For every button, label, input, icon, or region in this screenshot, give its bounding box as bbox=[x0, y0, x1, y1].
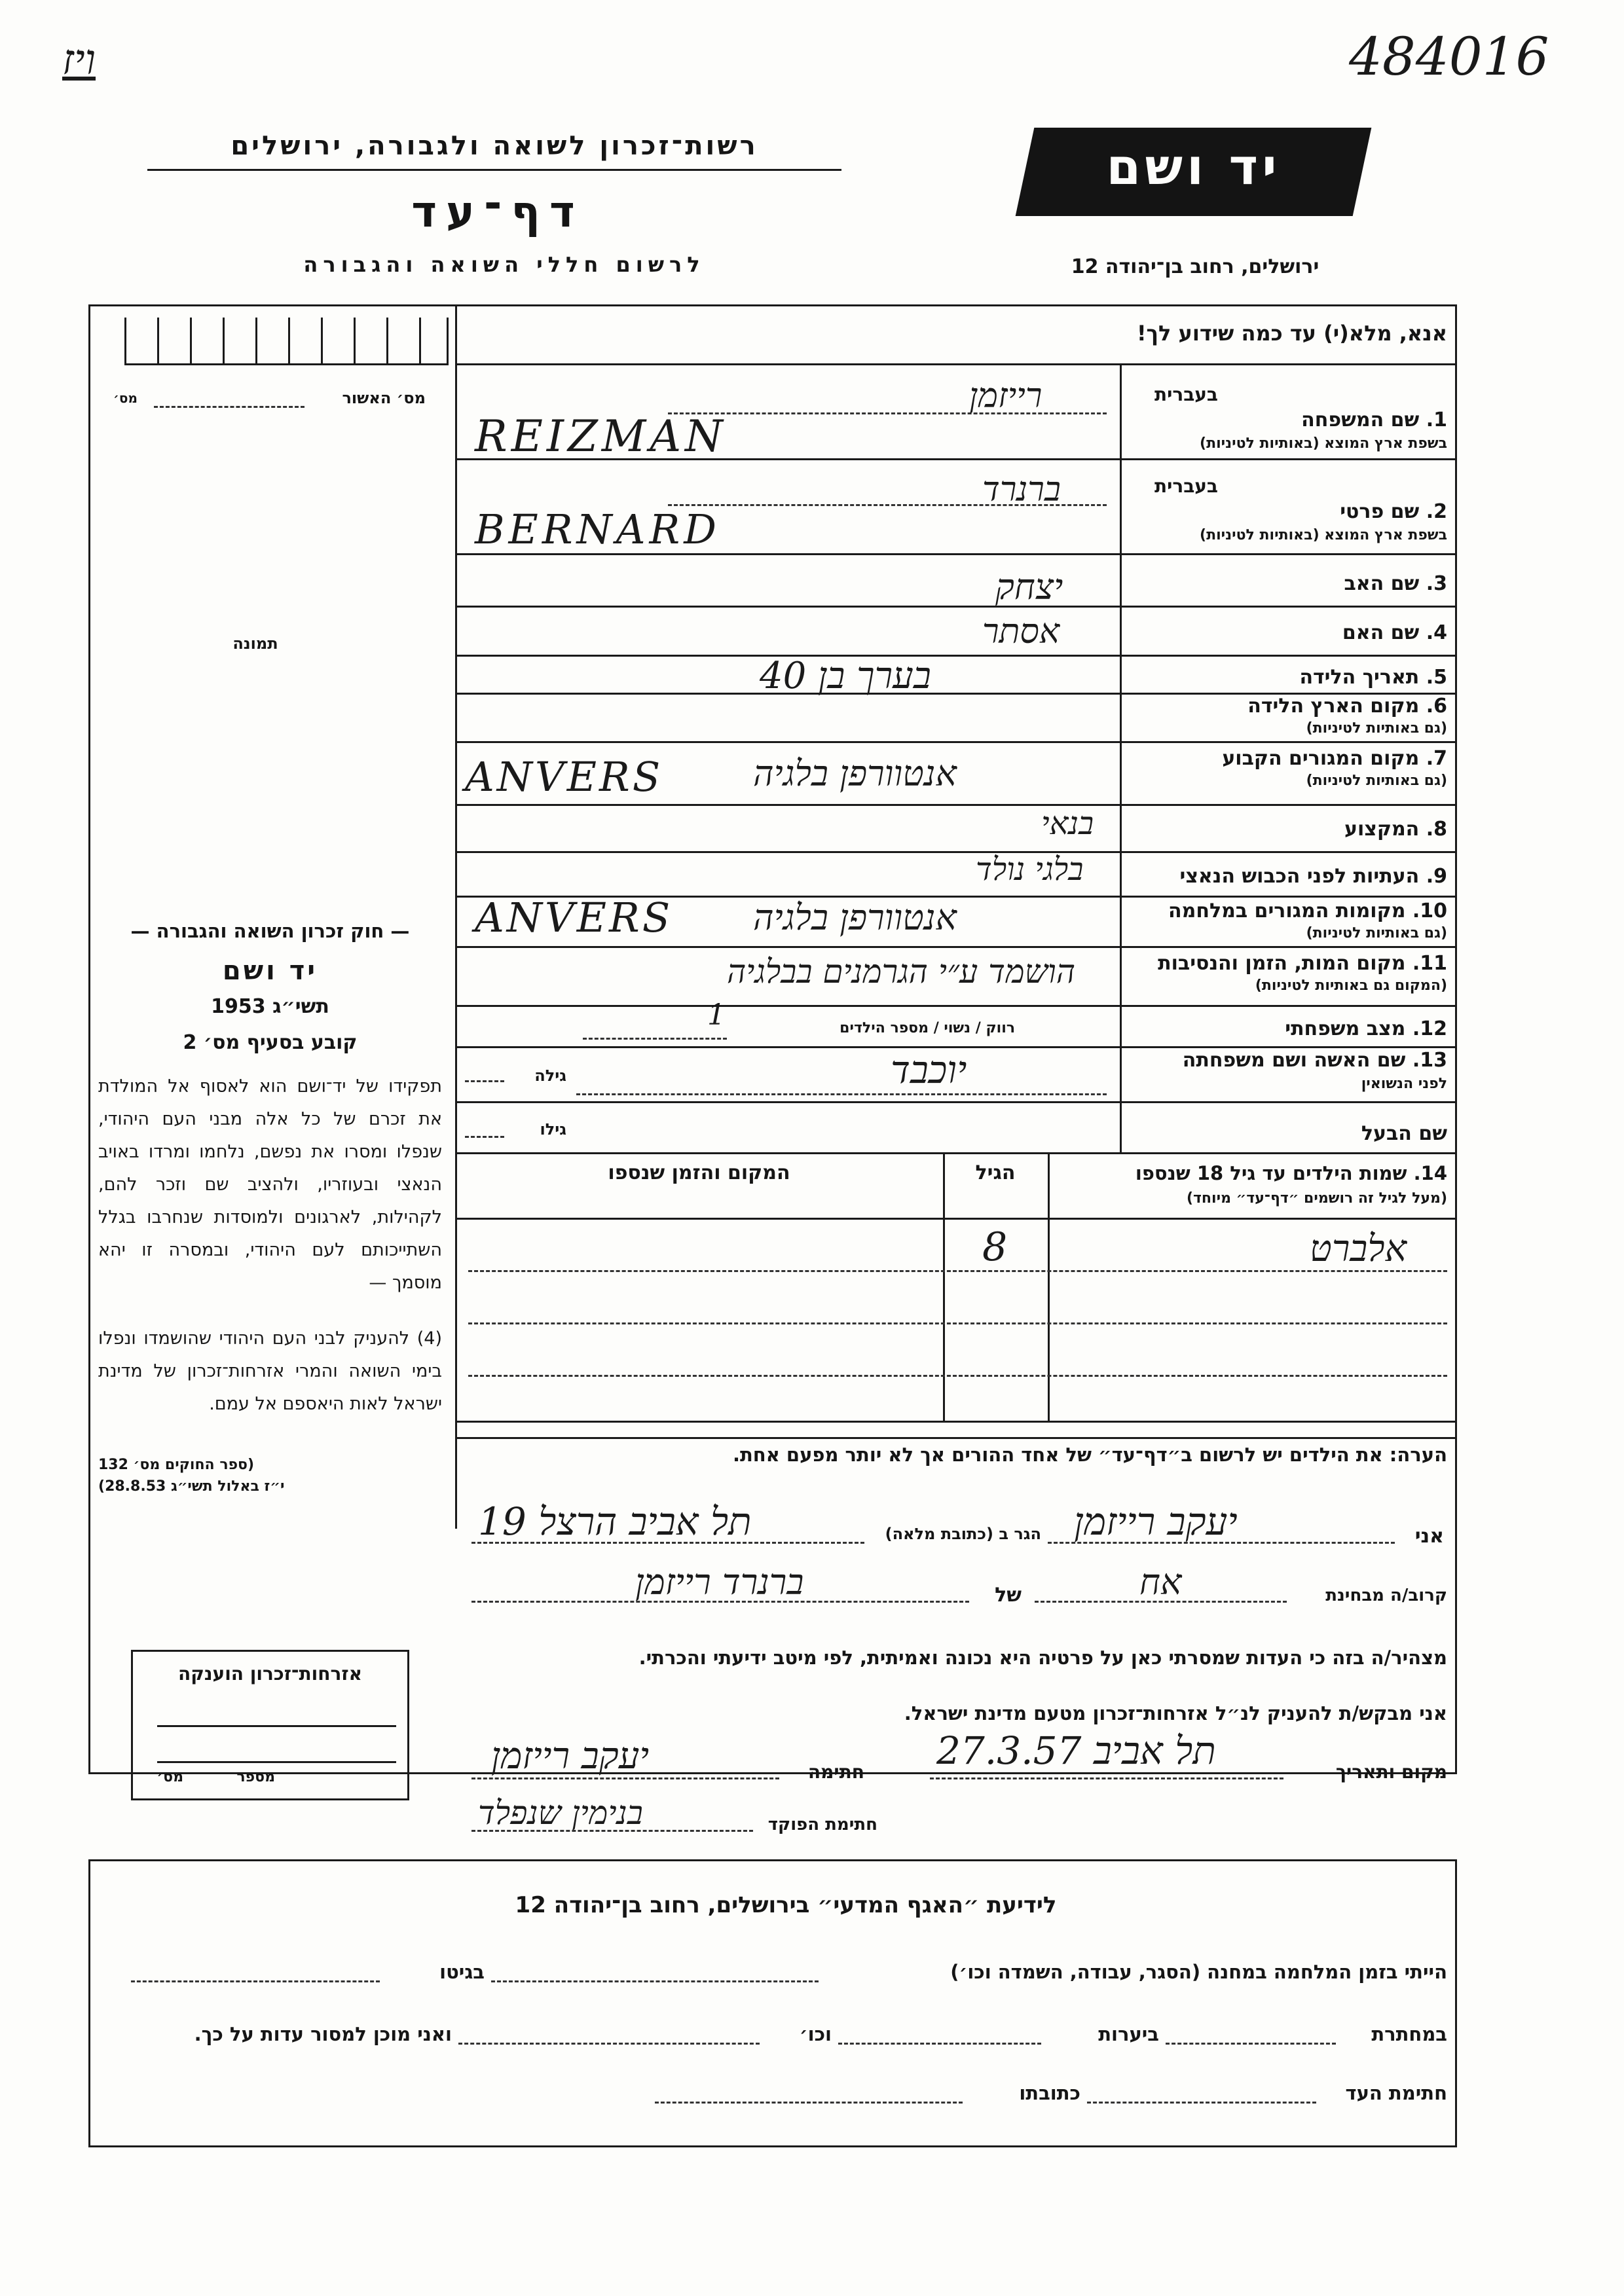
place-date-label: מקום ותאריך bbox=[1335, 1761, 1447, 1783]
signature-value: יעקב רייזמן bbox=[491, 1735, 650, 1777]
approval-number-label: מס׳ האשור bbox=[342, 389, 426, 407]
field-note-latin: (גם באותיות לטיניות) bbox=[1306, 925, 1447, 941]
clerk-line bbox=[471, 1830, 753, 1832]
wife-age-line bbox=[465, 1080, 504, 1082]
children-bottom-rule bbox=[455, 1421, 1457, 1423]
approval-no-mark: מס׳ bbox=[113, 390, 138, 406]
row-rule bbox=[455, 804, 1457, 806]
value-birth-date: בערך בן 40 bbox=[760, 655, 931, 697]
row-rule bbox=[455, 553, 1457, 555]
value-wife: יוכבד bbox=[891, 1048, 967, 1092]
children-line bbox=[468, 1322, 1447, 1324]
field-note-latin: (גם באותיות לטיניות) bbox=[1306, 773, 1447, 789]
field-note-latin: בשפת ארץ המוצא (באותיות לטיניות) bbox=[1200, 435, 1447, 452]
hebrew-tag: בעברית bbox=[1154, 384, 1218, 405]
field-label-birth-date: 5. תאריך הלידה bbox=[1299, 666, 1447, 689]
law-text: תפקידו של יד־ושם הוא לאסוף אל המולדת את זכרם של כל אלה מבני העם היהודי, שנפלו ומסרו את נפשם, נלחמו ומרדו באויב הנאצי ובעוזריו, ולהציב שם וזכר להם, לקהילות, לארגונים ולמוסדות שנחרבו בגלל השתייכותם לעם היהודי, ובמסרה זו יהא מוסמך — bbox=[98, 1076, 442, 1293]
footer-witness-line bbox=[1087, 2102, 1316, 2104]
footer-underground: במחתרת bbox=[1371, 2023, 1447, 2045]
row-rule bbox=[455, 606, 1457, 608]
husband-age-label: גילו bbox=[540, 1120, 566, 1139]
field-label-husband: שם הבעל bbox=[1361, 1122, 1447, 1145]
row-rule bbox=[455, 1005, 1120, 1007]
footer-title: לידיעת ״האגף המדעי״ בירושלים, רחוב בן־יהודה 12 bbox=[515, 1892, 1057, 1918]
law-name: יד ושם bbox=[222, 956, 318, 986]
certificate-no-mark: מס׳ bbox=[157, 1769, 183, 1785]
field-label-birthplace: 6. מקום הארץ הלידה bbox=[1247, 695, 1447, 718]
row-rule bbox=[455, 946, 1457, 948]
declarant-name-line bbox=[1048, 1542, 1395, 1544]
declarant-address: תל אביב הרצל 19 bbox=[478, 1499, 752, 1544]
field-label-first-name: 2. שם פרטי bbox=[1340, 500, 1447, 523]
of-name: ברנרד רייזמן bbox=[635, 1561, 804, 1603]
children-age-header: הגיל bbox=[975, 1161, 1016, 1184]
children-note: (מעל לגיל זה רושמים ״דף־עד״ מיוחד) bbox=[1186, 1190, 1447, 1207]
address-line bbox=[471, 1542, 864, 1544]
declaration-text: מצהיר/ה בזה כי העדות שמסרתי כאן על פרטיה היא נכונה ואמיתית, לפי מיטב ידיעתי והכרתי. bbox=[638, 1647, 1447, 1669]
law-title: — חוק זכרון השואה והגבורה — bbox=[130, 920, 410, 942]
place-date-line bbox=[930, 1777, 1283, 1779]
child-name: אלברט bbox=[1310, 1228, 1407, 1270]
value-first-name-he: ברנרד bbox=[982, 470, 1061, 509]
field-note-maiden: לפני הנשואין bbox=[1361, 1076, 1447, 1092]
clerk-signature: בנימין שנפלד bbox=[478, 1794, 643, 1832]
relation-label: קרוב/ה מבחינת bbox=[1325, 1586, 1447, 1605]
declarant-prefix: אני bbox=[1414, 1525, 1444, 1548]
field-note-latin: (המקום גם באותיות לטיניות) bbox=[1255, 977, 1447, 994]
approval-number-line bbox=[154, 406, 304, 408]
sidebar-divider bbox=[455, 304, 457, 1529]
children-count-line bbox=[583, 1038, 727, 1040]
children-line bbox=[468, 1270, 1447, 1272]
value-death: הושמד ע״י הגרמנים בבלגיה bbox=[727, 953, 1076, 991]
footer-etc-line bbox=[458, 2043, 760, 2045]
value-wartime-residence-he: אנטוורפן בלגיה bbox=[753, 897, 957, 938]
instruction-rule bbox=[455, 363, 1457, 365]
relation-line bbox=[1035, 1601, 1287, 1603]
approval-boxes bbox=[124, 318, 449, 365]
label-divider bbox=[1120, 363, 1122, 1152]
field-label-profession: 8. המקצוע bbox=[1344, 818, 1447, 841]
law-date: י״ז באלול תשי״ג 28.8.53) bbox=[98, 1478, 285, 1495]
footer-ghetto-line bbox=[131, 1980, 380, 1982]
field-note-latin: בשפת ארץ המוצא (באותיות לטיניות) bbox=[1200, 527, 1447, 543]
value-profession: בנאי bbox=[1041, 805, 1094, 842]
wife-age-label: גילה bbox=[534, 1066, 566, 1085]
certificate-title: אזרחות־זכרון הוענקה bbox=[178, 1663, 362, 1685]
value-residence-lat: ANVERS bbox=[465, 753, 663, 801]
field-label-wartime-residence: 10. מקומות המגורים במלחמה bbox=[1168, 900, 1447, 922]
value-residence-he: אנטוורפן בלגיה bbox=[753, 753, 957, 794]
field-label-residence: 7. מקום המגורים הקבוע bbox=[1222, 747, 1447, 770]
footer-forests: ביערות bbox=[1098, 2023, 1159, 2045]
field-label-death: 11. מקום המות, הזמן והנסיבות bbox=[1158, 952, 1447, 975]
clerk-label: חתימת הפוקד bbox=[767, 1815, 877, 1834]
footer-forests-line bbox=[838, 2043, 1041, 2045]
footer-address-line bbox=[655, 2102, 963, 2104]
law-text-2: (4) להעניק לבני העם היהודי שהושמדו ונפלו בימי השואה והמרי אזרחות־זכרון של מדינת ישראל לאות היאספם אל עמם. bbox=[98, 1328, 442, 1414]
row-rule bbox=[455, 851, 1457, 853]
institute-address: ירושלים, רחוב בן־יהודה 12 bbox=[1071, 255, 1320, 278]
row-rule bbox=[455, 1152, 1457, 1154]
value-children-count: 1 bbox=[707, 998, 726, 1032]
archive-number: 484016 bbox=[1349, 26, 1549, 87]
remark-text: הערה: את הילדים יש לרשום ב״דף־עד״ של אחד ההורים אך לא יותר מפעם אחת. bbox=[732, 1444, 1447, 1466]
field-note-latin: (גם באותיות לטיניות) bbox=[1306, 720, 1447, 737]
row-rule bbox=[455, 741, 1457, 743]
footer-ghetto: בגיטו bbox=[439, 1961, 485, 1983]
logo-text: יד ושם bbox=[1106, 137, 1281, 196]
place-date-value: תל אביב 27.3.57 bbox=[936, 1728, 1216, 1773]
of-label: של bbox=[995, 1584, 1022, 1607]
field-label-citizenship: 9. העתיות לפני הכבוש הנאצי bbox=[1179, 865, 1447, 888]
field-label-marital: 12. מצב משפחתי bbox=[1285, 1017, 1447, 1040]
form-subtitle: לרשום חללי השואה והגבורה bbox=[303, 252, 705, 277]
field-label-wife: 13. שם האשה ושם משפחתה bbox=[1182, 1049, 1447, 1072]
children-age-divider-left bbox=[943, 1152, 945, 1421]
value-family-name-he: רייזמן bbox=[969, 376, 1043, 416]
address-label: הגר ב (כתובת מלאה) bbox=[885, 1525, 1041, 1543]
husband-age-line bbox=[465, 1136, 504, 1138]
certificate-line bbox=[157, 1725, 396, 1727]
footer-line-1: הייתי בזמן המלחמה במחנה (הסגר, עבודה, השמדה וכו׳) bbox=[950, 1961, 1447, 1983]
certificate-line bbox=[157, 1761, 396, 1763]
relation-value: אח bbox=[1139, 1561, 1182, 1603]
value-mother: אסתר bbox=[982, 612, 1060, 651]
footer-camp-line bbox=[491, 1980, 819, 1982]
children-header-rule bbox=[455, 1218, 1457, 1220]
field-label-father: 3. שם האב bbox=[1344, 572, 1447, 595]
form-title: דף־עד bbox=[411, 187, 584, 237]
child-age: 8 bbox=[982, 1224, 1008, 1270]
field-label-family-name: 1. שם המשפחה bbox=[1301, 409, 1447, 431]
archive-mark-left: ויז bbox=[62, 36, 96, 84]
value-father: יצחק bbox=[995, 566, 1063, 608]
row-rule bbox=[455, 655, 1457, 657]
value-first-name-lat: BERNARD bbox=[475, 505, 720, 553]
hebrew-tag: בעברית bbox=[1154, 475, 1218, 497]
certificate-number-label: מספר bbox=[236, 1769, 275, 1785]
request-text: אני מבקש/ת להעניק לנ״ל אזרחות־זכרון מטעם מדינת ישראל. bbox=[904, 1702, 1447, 1724]
field-label-mother: 4. שם האם bbox=[1342, 621, 1447, 644]
footer-testify: ואני מוכן למסור עדות על כך. bbox=[194, 2023, 452, 2045]
value-citizenship: בלגי נולד bbox=[976, 851, 1084, 888]
value-family-name-lat: REIZMAN bbox=[475, 411, 727, 462]
law-year: תשי״ג 1953 bbox=[211, 995, 329, 1018]
footer-address: כתובתו bbox=[1019, 2082, 1080, 2104]
footer-underground-line bbox=[1166, 2043, 1336, 2045]
law-source: (ספר החוקים מס׳ 132 bbox=[98, 1457, 255, 1473]
photo-label: תמונה bbox=[232, 634, 278, 653]
footer-witness-signature: חתימת העד bbox=[1345, 2082, 1447, 2104]
authority-underline bbox=[147, 169, 841, 171]
children-label: 14. שמות הילדים עד גיל 18 שנספו bbox=[1135, 1162, 1447, 1184]
authority-name: רשות־זכרון לשואה ולגבורה, ירושלים bbox=[231, 131, 758, 161]
row-rule bbox=[455, 1101, 1457, 1103]
wife-name-line bbox=[576, 1093, 1107, 1095]
children-age-divider-right bbox=[1048, 1152, 1050, 1421]
instruction-text: אנא, מלא(י) עד כמה שידוע לך! bbox=[1136, 321, 1447, 346]
children-line bbox=[468, 1375, 1447, 1377]
signature-line bbox=[471, 1777, 779, 1779]
marital-options: רווק / נשוי / מספר הילדים bbox=[840, 1020, 1015, 1036]
remark-rule bbox=[455, 1437, 1457, 1439]
value-wartime-residence-lat: ANVERS bbox=[475, 894, 673, 941]
of-name-line bbox=[471, 1601, 969, 1603]
footer-etc: וכו׳ bbox=[799, 2023, 832, 2045]
row-rule bbox=[1120, 1005, 1457, 1007]
children-place-header: המקום והזמן שנספו bbox=[608, 1161, 790, 1184]
signature-label: חתימה bbox=[807, 1761, 864, 1783]
declarant-name: יעקב רייזמן bbox=[1074, 1499, 1238, 1544]
law-clause: קובע בסעיף מס׳ 2 bbox=[183, 1031, 358, 1054]
